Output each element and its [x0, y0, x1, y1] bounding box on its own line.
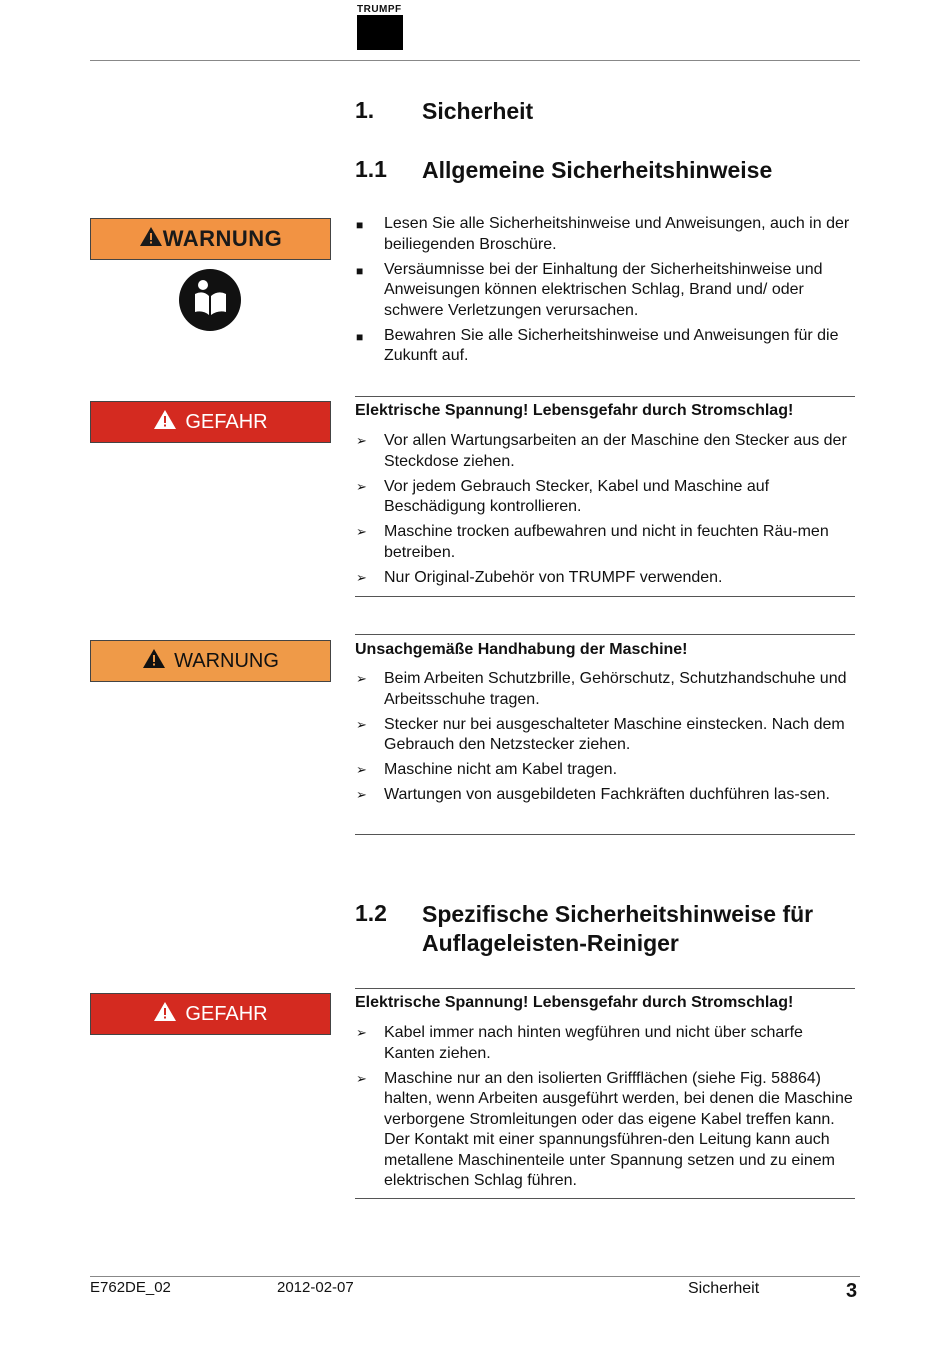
list-item: ➢ Vor allen Wartungsarbeiten an der Maschine den Stecker aus der Steckdose ziehen. — [356, 432, 847, 470]
warning-triangle-icon — [142, 648, 166, 675]
section-number: 1. — [355, 97, 375, 123]
section-heading-1 — [355, 97, 875, 127]
arrow-bullet-icon: ➢ — [356, 1070, 367, 1086]
arrow-bullet-icon: ➢ — [356, 716, 367, 732]
list-item: ➢ Vor jedem Gebrauch Stecker, Kabel und Maschine auf Beschädigung kontrollieren. — [356, 477, 770, 515]
block-rule-bottom — [355, 1198, 855, 1199]
square-bullet-icon: ■ — [356, 263, 364, 278]
general-safety-list — [355, 214, 855, 371]
hazard-measures-list — [355, 669, 855, 810]
list-item: ➢ Kabel immer nach hinten wegführen und nicht über scharfe Kanten ziehen. — [356, 1024, 803, 1062]
page-number: 3 — [846, 1280, 858, 1302]
list-item: ➢ Nur Original-Zubehör von TRUMPF verwenden. — [355, 568, 855, 589]
warning-sign-general — [90, 218, 331, 260]
section-heading-1-2 — [355, 900, 875, 960]
hazard-title: Unsachgemäße Handhabung der Maschine! — [355, 641, 688, 658]
header-divider — [90, 60, 860, 61]
section-title: Allgemeine Sicherheitshinweise — [422, 157, 773, 183]
block-rule-bottom — [355, 596, 855, 597]
danger-sign — [90, 401, 331, 443]
hazard-measures-list — [355, 431, 855, 593]
arrow-bullet-icon: ➢ — [356, 762, 367, 777]
hazard-title: Elektrische Spannung! Lebensgefahr durch Stromschlag! — [355, 994, 794, 1011]
footer-divider — [90, 1276, 860, 1277]
square-bullet-icon: ■ — [356, 329, 364, 344]
block-rule-top — [355, 988, 855, 989]
section-number: 1.1 — [355, 156, 387, 182]
square-bullet-icon: ■ — [356, 218, 364, 232]
arrow-bullet-icon: ➢ — [356, 478, 367, 494]
block-rule-bottom — [355, 834, 855, 835]
arrow-bullet-icon: ➢ — [356, 787, 367, 802]
footer-section-name: Sicherheit — [688, 1280, 760, 1297]
sign-label: GEFAHR — [185, 410, 268, 433]
warning-triangle-icon — [153, 409, 177, 436]
arrow-bullet-icon: ➢ — [356, 433, 367, 448]
hazard-measures-list — [355, 1023, 855, 1196]
list-item: ■ Bewahren Sie alle Sicherheitshinweise und Anweisungen für die Zukunft auf. — [356, 326, 839, 364]
read-manual-icon — [178, 268, 242, 332]
list-item: ➢ Stecker nur bei ausgeschalteter Maschine einstecken. Nach dem Gebrauch den Netzstecker ziehen. — [356, 715, 845, 753]
document-id: E762DE_02 — [90, 1279, 171, 1296]
section-title: Sicherheit — [422, 98, 534, 124]
list-item: ➢ Maschine trocken aufbewahren und nicht in feuchten Räu-men betreiben. — [356, 523, 829, 561]
block-rule-top — [355, 396, 855, 397]
arrow-bullet-icon: ➢ — [356, 671, 367, 686]
arrow-bullet-icon: ➢ — [356, 524, 367, 539]
brand-logo-text: TRUMPF — [357, 4, 402, 15]
arrow-bullet-icon: ➢ — [356, 569, 367, 585]
list-item: ➢ Maschine nicht am Kabel tragen. — [355, 760, 855, 781]
danger-sign — [90, 993, 331, 1035]
sign-label: GEFAHR — [185, 1002, 268, 1025]
brand-logo-mark — [357, 15, 403, 50]
section-title: Spezifische Sicherheitshinweise für Auflageleisten-Reiniger — [422, 901, 814, 956]
section-heading-1-1 — [355, 156, 875, 186]
list-item: ■ Versäumnisse bei der Einhaltung der Sicherheitshinweise und Anweisungen können elektrischen Schlag, Brand und/ oder schwere Verletzungen verursachen. — [356, 260, 823, 319]
arrow-bullet-icon: ➢ — [356, 1025, 367, 1040]
warning-triangle-icon — [139, 226, 163, 253]
warning-triangle-icon — [153, 1001, 177, 1028]
section-number: 1.2 — [355, 900, 387, 926]
sign-label: WARNUNG — [174, 649, 279, 672]
list-item: ■ Lesen Sie alle Sicherheitshinweise und Anweisungen, auch in der beiliegenden Broschüre. — [356, 215, 850, 253]
document-date: 2012-02-07 — [277, 1279, 354, 1296]
sign-label: WARNUNG — [162, 226, 283, 251]
hazard-title: Elektrische Spannung! Lebensgefahr durch Stromschlag! — [355, 402, 794, 419]
list-item: ➢ Wartungen von ausgebildeten Fachkräften duchführen las-sen. — [355, 785, 855, 806]
list-item: ➢ Maschine nur an den isolierten Griffflächen (siehe Fig. 58864) halten, wenn Arbeiten ausgeführt werden, bei denen die Maschine verborgene Stromleitungen oder das eigene Kabel treffen kann. Der Kontakt mit einer spannungsführen-den Leitung kann auch metallene Maschinenteile unter Spannung setzen und zu einem elektrischen Schlag führen. — [356, 1069, 853, 1189]
warning-sign — [90, 640, 331, 682]
list-item: ➢ Beim Arbeiten Schutzbrille, Gehörschutz, Schutzhandschuhe und Arbeitsschuhe tragen. — [356, 670, 847, 708]
block-rule-top — [355, 634, 855, 635]
